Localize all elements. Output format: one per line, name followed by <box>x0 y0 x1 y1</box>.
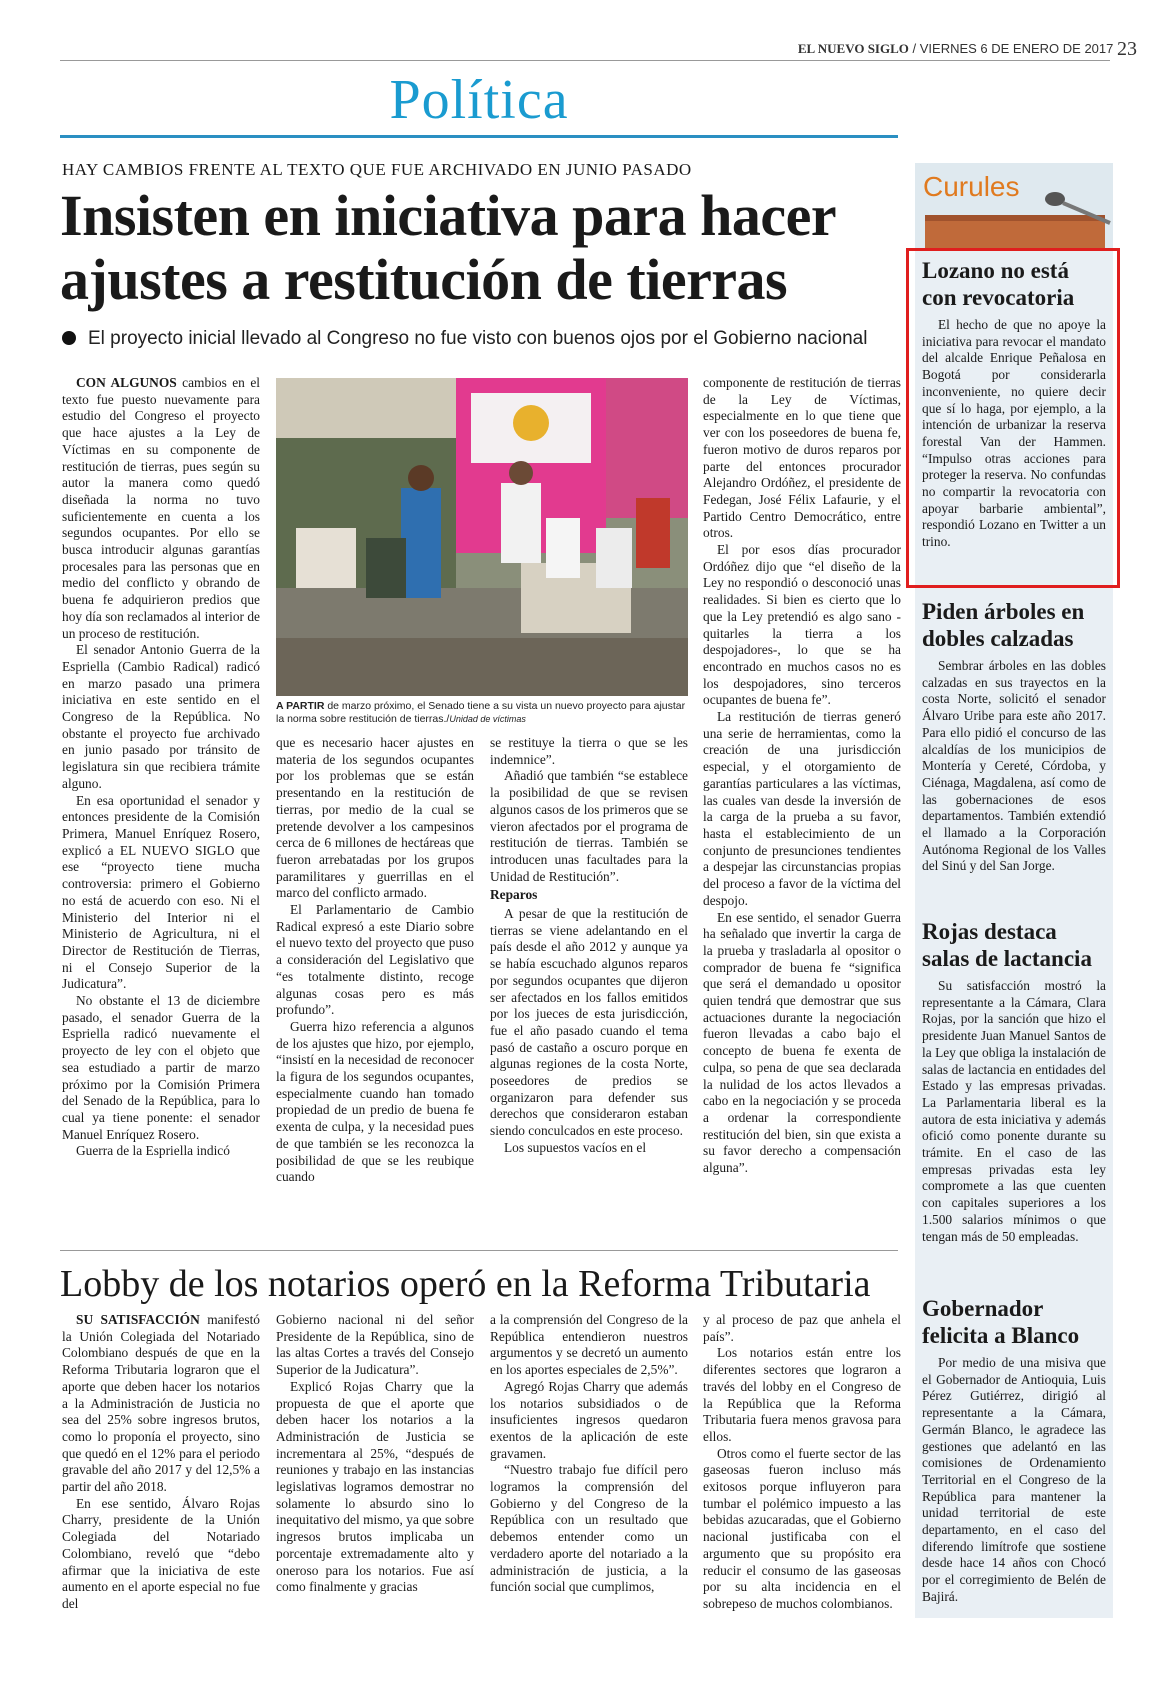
paragraph: SU SATISFACCIÓN manifestó la Unión Colegiada del Notariado Colombiano después de que en la Reforma Tributaria lograron que el aporte que deben hacer los notarios a la Administración de Justicia no sea del 25% sobre ingresos brutos, como lo proponía el proyecto, sino que quedó en el 12% para el periodo gravable del año 2017 y del 12,5% a partir del año 2018. <box>62 1312 261 1495</box>
paragraph: CON ALGUNOS cambios en el texto fue puesto nuevamente para estudio del Congreso el proyecto que hace ajustes a la Ley de Víctimas en su componente de restitución de tierras, pues según su autor la manera como quedó diseñada la norma no tuvo suficientemente en cuenta a los segundos ocupantes. Por ello se busca introducir algunas garantías procesales para las personas que en medio del conflicto y obrando de buena fe adquirieron predios que hoy día son reclamados al interior de un proceso de restitución. <box>62 375 260 641</box>
paragraph: En ese sentido, el senador Guerra ha señalado que invertir la carga de la prueba y trasladarla al opositor o comprador de buena fe “significa que será el demandado u opositor quien tendrá que demostrar que sus actuaciones durante la negociación fueron llevadas a cabo bajo el concepto de buena fe exenta de culpa, so pena de que sea declarada la nulidad de los actos llevados a cabo en la negociación y se proceda a ordenar la correspondiente restitución del bien, sin que exista a su favor derecho a compensación alguna”. <box>703 909 901 1176</box>
paragraph: El Parlamentario de Cambio Radical expresó a este Diario sobre el nuevo texto del proyecto que puso a consideración del Legislativo que “es totalmente distinto, recoge algunas cosas pero es más profundo”. <box>276 902 474 1018</box>
article-column-2 <box>276 735 474 1186</box>
paragraph: Guerra de la Espriella indicó <box>76 1143 230 1159</box>
paragraph: Explicó Rojas Charry que la propuesta de que el aporte que deben hacer los notarios a la Administración de Justicia se incrementara al 25%, “después de reuniones y trabajo en las instancias legislativas logramos demostrar no solamente lo absurdo sino lo inequitativo del mismo, ya que sobre ingresos brutos implicaba un porcentaje extremadamente alto y oneroso para los notarios. Fue así como finalmente y gracias <box>276 1378 474 1595</box>
paragraph: El por esos días procurador Ordóñez dijo que “el diseño de la Ley no respondió o desconoció unas realidades. Si bien es cierto que lo que la Ley pretendió es algo sano -quitarles la tierra a los despojadores-, lo que se ha encontrado en muchos casos no es los despojadores, sino terceros ocupantes de buena fe”. <box>703 542 901 708</box>
paragraph: No obstante el 13 de diciembre pasado, el senador Guerra de la Espriella radicó nuevamente el proyecto de ley con el objeto que sea estudiado a partir de marzo próximo por la Comisión Primera del Senado de la República, para lo cual ya tiene ponente: el senador Manuel Enríquez Rosero. <box>62 993 260 1142</box>
article-divider <box>60 1250 898 1251</box>
paragraph: y al proceso de paz que anhela el país”. <box>703 1312 901 1344</box>
sidebar-item-title: Piden árboles en dobles calzadas <box>922 599 1085 651</box>
photo-caption: A PARTIR de marzo próximo, el Senado tiene a su vista un nuevo proyecto para ajustar la norma sobre restitución de tierras./Unidad de víctimas <box>276 700 686 725</box>
article-deck <box>62 328 867 350</box>
paragraph: componente de restitución de tierras de la Ley de Víctimas, especialmente en lo que tiene que ver con los poseedores de buena fe, fueron motivo de duros reparos por parte del entonces procurador Alejandro Ordóñez, el presidente de Fedegan, José Félix Lafaurie, y el Partido Centro Democrático, entre otros. <box>703 375 901 541</box>
section-rule <box>60 135 898 138</box>
photo-credit: Unidad de víctimas <box>449 714 526 724</box>
article-column-4 <box>703 375 901 1177</box>
second-column-1 <box>62 1312 260 1613</box>
sidebar-item-body: Sembrar árboles en las dobles calzadas en sus trayectos en la costa Norte, solicitó el senador Álvaro Uribe para este año 2017. Para ello pidió el concurso de las alcaldías de los municipios de Montería y Cereté, Córdoba, y Ciénaga, Magdalena, así como de las gobernaciones de esos departamentos. También extendió el llamado a la Corporación Autónoma Regional de los Valles del Sinú y del San Jorge. <box>922 658 1106 874</box>
curules-banner <box>915 163 1113 249</box>
sidebar-item-lactancia <box>922 918 1106 1245</box>
caption-lead: A PARTIR <box>276 700 325 712</box>
paragraph: Gobierno nacional ni del señor Presidente de la República, sino de las altas Cortes a través del Consejo Superior de la Judicatura”. <box>276 1312 474 1378</box>
sidebar-item-title: Gobernador felicita a Blanco <box>922 1296 1080 1348</box>
sidebar-item-body: Por medio de una misiva que el Gobernador de Antioquia, Luis Pérez Gutiérrez, dirigió al representante a la Cámara, Germán Blanco, le agradece las gestiones que adelantó en las comisiones de Ordenamiento Territorial en el Congreso de la República para mantener la unidad territorial de este departamento, en el caso del diferendo limítrofe que sostiene desde hace 14 años con Chocó por el corregimiento de Belén de Bajirá. <box>922 1355 1106 1604</box>
sidebar-item-title: Lozano no está con revocatoria <box>922 258 1075 310</box>
highlight-box <box>906 248 1120 588</box>
issue-date: / VIERNES 6 DE ENERO DE 2017 <box>912 40 1114 56</box>
article-kicker: HAY CAMBIOS FRENTE AL TEXTO QUE FUE ARCHIVADO EN JUNIO PASADO <box>62 160 692 179</box>
sidebar-item-title: Rojas destaca salas de lactancia <box>922 919 1092 971</box>
page-number: 23 <box>1117 38 1137 60</box>
paragraph: Añadió que también “se establece la posibilidad de que se revisen algunos casos de los primeros que se vieron afectados por el programa de restitución de tierras. También se introducen unas facultades para la Unidad de Restitución”. <box>490 768 688 884</box>
page-folio <box>798 38 1137 61</box>
second-column-4 <box>703 1312 901 1613</box>
bullet-icon <box>62 331 76 345</box>
paragraph: La restitución de tierras generó una serie de herramientas, como la creación de una jurisdicción especial, y el otorgamiento de garantías particulares a las víctimas, las cuales van desde la inversión de la carga de la prueba a su favor, hasta el establecimiento de un conjunto de presunciones tendientes a despejar las circunstancias propias del proceso a favor de la víctima del despojo. <box>703 709 901 908</box>
paragraph: Los notarios están entre los diferentes sectores que lograron a través del lobby en el Congreso de la República que la Reforma Tributaria fuera menos gravosa para ellos. <box>703 1345 901 1444</box>
sidebar-item-body: El hecho de que no apoye la iniciativa para revocar el mandato del alcalde Enrique Peñalosa en Bogotá por considerarla inconveniente, no quiere decir que sí lo haga, por ejemplo, a la intención de urbanizar la reserva forestal Van der Hammen. “Impulso otras acciones para proteger la reserva. No confundas no compartir la revocatoria con apoyar barbarie ambiental”, respondió Lozano en Twitter a un trino. <box>922 317 1106 550</box>
subheading: Reparos <box>490 887 538 903</box>
article-column-3 <box>490 735 688 1157</box>
paragraph: a la comprensión del Congreso de la República entendieron nuestros argumentos y se decretó un aumento en los aportes especiales de 2,5%”. <box>490 1312 688 1378</box>
deck-text: El proyecto inicial llevado al Congreso no fue visto con buenos ojos por el Gobierno nacional <box>88 328 868 349</box>
sidebar-item-gobernador <box>922 1295 1106 1606</box>
paragraph: Otros como el fuerte sector de las gaseosas fueron incluso más exitosos porque influyeron para tumbar el polémico impuesto a las bebidas azucaradas, que el Gobierno nacional justificaba con el argumento que su propósito era reducir el consumo de las gaseosas por su alta incidencia en el sobrepeso de muchos colombianos. <box>703 1445 901 1611</box>
lead-in: CON ALGUNOS <box>76 375 177 390</box>
sidebar-item-body: Su satisfacción mostró la representante a la Cámara, Clara Rojas, por la sanción que hizo el presidente Juan Manuel Santos de la Ley que obliga la instalación de salas de lactancia en entidades del Estado y las empresas privadas. La Parlamentaria liberal es la autora de esta iniciativa y además ofició como ponente durante su trámite. En el caso de las empresas privadas esta ley compromete a las que cuenten con capitales superiores a los 1.500 salarios mínimos o que tengan más de 50 empleadas. <box>922 978 1106 1244</box>
second-headline: Lobby de los notarios operó en la Reforma Tributaria <box>60 1263 871 1305</box>
second-column-2 <box>276 1312 474 1596</box>
article-column-1 <box>62 375 260 1160</box>
sidebar-item-arboles <box>922 598 1106 875</box>
microphone-icon <box>915 163 1113 249</box>
paragraph: Agregó Rojas Charry que además los notarios subsidiados o de insuficientes ingresos quedaron exentos de la aplicación de este gravamen. <box>490 1378 688 1461</box>
paragraph: se restituye la tierra o que se les indemnice”. <box>490 735 688 767</box>
article-headline: Insisten en iniciativa para hacer ajustes a restitución de tierras <box>60 183 836 312</box>
paragraph: El senador Antonio Guerra de la Espriella (Cambio Radical) radicó en marzo pasado una primera iniciativa en este sentido en el Congreso de la República. No obstante el proyecto fue archivado en junio pasado por tránsito de legislatura sin que recibiera trámite alguno. <box>62 642 260 791</box>
paragraph: que es necesario hacer ajustes en materia de los segundos ocupantes por los problemas que se están presentando en la restitución de tierras, por medio de la cual se pretende devolver a los campesinos cerca de 6 millones de hectáreas que fueron arrebatadas por los grupos paramilitares y guerrillas en el marco del conflicto armado. <box>276 735 474 901</box>
paper-name: EL NUEVO SIGLO <box>797 40 909 56</box>
lead-in: SU SATISFACCIÓN <box>76 1312 200 1327</box>
article-photo <box>276 378 688 696</box>
paragraph: Los supuestos vacíos en el <box>504 1139 647 1155</box>
section-title: Política <box>389 69 569 131</box>
top-rule <box>60 60 1110 61</box>
paragraph: En esa oportunidad el senador y entonces presidente de la Comisión Primera, Manuel Enríquez Rosero, explicó a EL NUEVO SIGLO que ese “proyecto tiene mucha controversia: primero el Gobierno no está de acuerdo con eso. Ni el Ministerio del Interior ni el Ministerio de Agricultura, ni el Director de Restitución de Tierras, ni el Consejo Superior de la Judicatura”. <box>62 792 260 992</box>
second-column-3 <box>490 1312 688 1596</box>
paragraph: Guerra hizo referencia a algunos de los ajustes que hizo, por ejemplo, “insistí en la necesidad de reconocer la figura de los segundos ocupantes, especialmente cuando han tomado propiedad de un predio de buena fe exenta de culpa, y la necesidad pues de que también se les reconozca la posibilidad de que se les reubique cuando <box>276 1018 474 1185</box>
paragraph: “Nuestro trabajo fue difícil pero logramos la comprensión del Gobierno y del Congreso de la República con un resultado que debemos entender como un verdadero aporte del notariado a la administración de justicia, a la función social que cumplimos, <box>490 1462 688 1595</box>
photo-illustration <box>276 378 688 696</box>
curules-label: Curules <box>923 171 1020 202</box>
paragraph: En ese sentido, Álvaro Rojas Charry, presidente de la Unión Colegiada del Notariado Colombiano, reveló que “debo afirmar que la iniciativa de este aumento en el aporte especial no fue del <box>62 1495 260 1611</box>
paragraph: A pesar de que la restitución de tierras se viene adelantando en el país desde el año 2012 y aunque ya se había escuchado algunos reparos por segundos ocupantes que dijeron ser afectados en los fallos emitidos por los jueces de esta jurisdicción, fue el año pasado cuando el tema pasó de castaño a oscuro porque en algunas regiones de la costa Norte, poseedores de predios se organizaron para defender sus derechos que consideraron estaban siendo conculcados en este proceso. <box>490 906 688 1139</box>
